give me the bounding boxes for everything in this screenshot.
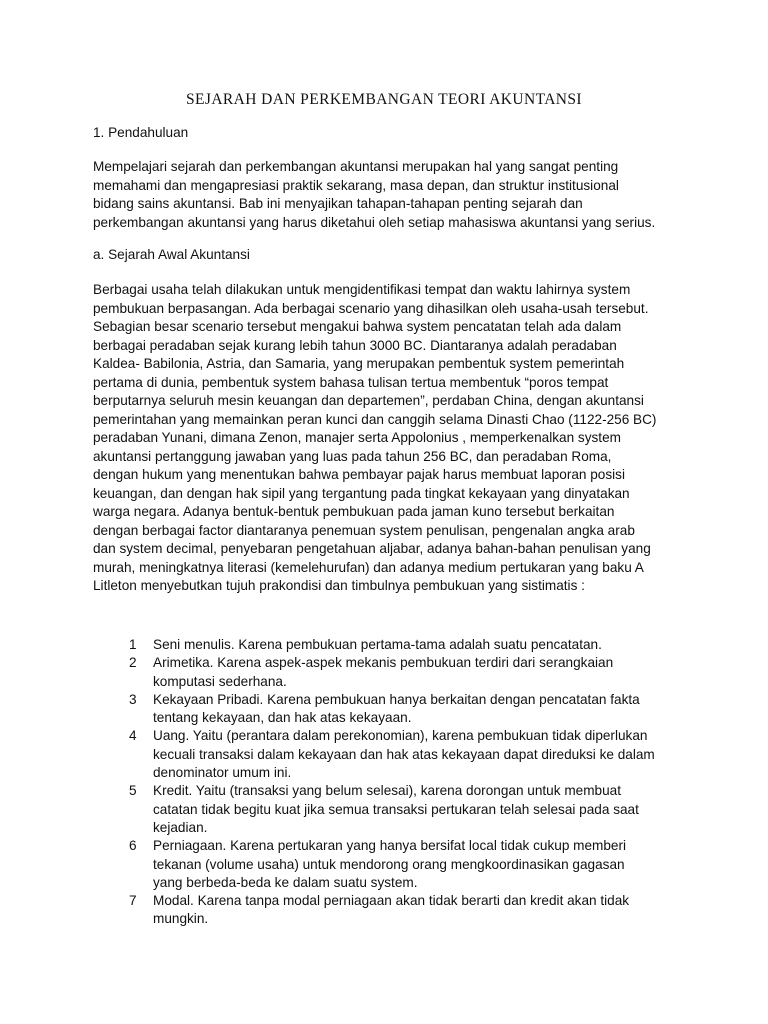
body-paragraph [93,281,683,596]
list-item-text-line: mungkin. [153,911,209,927]
paragraph-line: perkembangan akuntansi yang harus diketahui oleh setiap mahasiswa akuntansi yang serius. [93,214,656,230]
list-item-text-line: Kredit. Yaitu (transaksi yang belum selesai), karena dorongan untuk membuat [153,783,621,799]
list-item [93,727,683,782]
paragraph-line: memahami dan mengapresiasi praktik sekarang, masa depan, dan struktur institusional [93,177,619,193]
paragraph-line: dengan hukum yang menentukan bahwa pembayar pajak harus membuat laporan posisi [93,467,626,482]
paragraph-line: warga negara. Adanya bentuk-bentuk pembukuan pada jaman kuno tersebut berkaitan [93,504,615,519]
list-item-number: 1 [129,637,137,652]
list-item-text-line: Arimetika. Karena aspek-aspek mekanis pembukuan terdiri dari serangkaian [153,655,614,671]
paragraph-line: dengan berbagai factor diantaranya penemuan system penulisan, pengenalan angka arab [93,522,635,538]
list-item [93,691,683,728]
paragraph-line: bidang sains akuntansi. Bab ini menyajikan tahapan-tahapan penting sejarah dan [93,196,583,211]
list-item-text-line: tekanan (volume usaha) untuk mendorong orang mengkoordinasikan gagasan [153,856,625,872]
list-item-text-line: Modal. Karena tanpa modal perniagaan akan tidak berarti dan kredit akan tidak [153,893,630,909]
paragraph-line: murah, meningkatnya literasi (kemelehurufan) dan adanya medium pertukaran yang baku A [93,559,644,575]
paragraph-line: pembukuan berpasangan. Ada berbagai scenario yang dihasilkan oleh usaha-usah tersebut. [93,300,649,316]
paragraph-line: keuangan, dan dengan hak sipil yang tergantung pada tingkat kekayaan yang dinyatakan [93,485,630,501]
numbered-list [93,636,683,929]
list-item-text-line: Uang. Yaitu (perantara dalam perekonomian), karena pembukuan tidak diperlukan [153,728,648,744]
list-item-text-line: tentang kekayaan, dan hak atas kekayaan. [153,710,412,726]
intro-paragraph [93,158,683,232]
list-item [93,654,683,691]
paragraph-line: akuntansi pertanggung jawaban yang luas pada tahun 256 BC, dan peradaban Roma, [93,448,612,464]
list-item [93,782,683,837]
list-item-text-line: catatan tidak begitu kuat jika semua transaksi pertukaran telah selesai pada saat [153,801,639,817]
paragraph-line: pemerintahan yang memainkan peran kunci dan canggih selama Dinasti Chao (1122-256 BC) [93,411,657,427]
list-item [93,837,683,892]
list-item [93,636,683,654]
list-item-text-line: Perniagaan. Karena pertukaran yang hanya bersifat local tidak cukup memberi [153,838,627,854]
list-item-text-line: komputasi sederhana. [153,673,287,689]
paragraph-line: dan system decimal, penyebaran pengetahuan aljabar, adanya bahan-bahan penulisan yang [93,541,651,556]
list-item-number: 4 [129,728,137,744]
paragraph-line: Mempelajari sejarah dan perkembangan akuntansi merupakan hal yang sangat penting [93,159,619,174]
list-item-number: 6 [129,838,137,854]
paragraph-line: berbagai peradaban sejak kurang lebih tahun 3000 BC. Diantaranya adalah peradaban [93,337,617,353]
paragraph-line: Sebagian besar scenario tersebut mengakui bahwa system pencatatan telah ada dalam [93,319,622,334]
subheading: a. Sejarah Awal Akuntansi [93,247,250,262]
list-item-text-line: kecuali transaksi dalam kekayaan dan hak atas kekayaan dapat direduksi ke dalam [153,746,655,762]
list-item-text-line: Kekayaan Pribadi. Karena pembukuan hanya berkaitan dengan pencatatan fakta [153,691,640,707]
list-item [93,892,683,929]
list-item-text-line: yang berbeda-beda ke dalam suatu system. [153,874,418,890]
list-item-number: 2 [129,655,137,671]
list-item-number: 5 [129,783,137,799]
list-item-text-line: Seni menulis. Karena pembukuan pertama-tama adalah suatu pencatatan. [153,637,602,652]
list-item-number: 7 [129,893,137,909]
paragraph-line: berputarnya seluruh mesin keuangan dan departemen”, perdaban China, dengan akuntansi [93,393,644,408]
paragraph-line: peradaban Yunani, dimana Zenon, manajer serta Appolonius , memperkenalkan system [93,430,621,445]
paragraph-line: Berbagai usaha telah dilakukan untuk mengidentifikasi tempat dan waktu lahirnya system [93,282,631,297]
section-heading: 1. Pendahuluan [93,125,189,140]
list-item-text-line: kejadian. [153,819,208,835]
list-item-text-line: denominator umum ini. [153,765,292,781]
paragraph-line: Kaldea- Babilonia, Astria, dan Samaria, yang merupakan pembentuk system pemerintah [93,356,625,371]
paragraph-line: pertama di dunia, pembentuk system bahasa tulisan tertua membentuk “poros tempat [93,374,609,390]
paragraph-line: Litleton menyebutkan tujuh prakondisi dan timbulnya pembukuan yang sistimatis : [93,578,585,593]
list-item-number: 3 [129,691,137,707]
document-title: SEJARAH DAN PERKEMBANGAN TEORI AKUNTANSI [186,91,582,108]
